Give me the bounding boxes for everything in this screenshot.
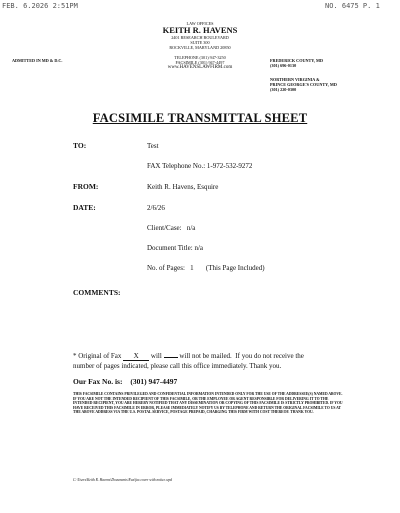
- confidentiality-notice: THIS FACSIMILE CONTAINS PRIVILEGED AND CONFIDENTIAL INFORMATION INTENDED ONLY FOR THE USE OF THE ADDRESSEE(S) NAMED ABOVE. IF YOU ARE NOT THE INTENDED RECIPIENT OF THIS FACSIMILE, OR THE EMPLOYEE OR AGENT RESPONSIBLE FOR DELIVERING IT TO THE INTENDED RECIPIENT, YOU ARE HEREBY NOTIFIED THAT ANY DISSEMINATION OR COPYING OF THIS FACSIMILE IS STRICTLY PROHIBITED. IF YOU HAVE RECEIVED THIS FACSIMILE IN ERROR, PLEASE IMMEDIATELY NOTIFY US BY TELEPHONE AND RETURN THE ORIGINAL FACSIMILE TO US AT THE ABOVE ADDRESS VIA THE U.S. POSTAL SERVICE, POSTAGE PREPAID, CHARGING THIS FIRM WITH COST THEREOF. THANK YOU.: [73, 392, 343, 415]
- letterhead: [150, 21, 250, 70]
- date-label: DATE:: [73, 203, 96, 212]
- original-notice-will-not: will not be mailed. If you do not receive the: [177, 352, 304, 360]
- firm-name: KEITH R. HAVENS: [162, 25, 238, 35]
- from-value: Keith R. Havens, Esquire: [147, 183, 219, 191]
- frederick-office: [270, 58, 323, 68]
- telephone: TELEPHONE (301) 947-3250: [174, 55, 226, 60]
- frederick-office-line1: FREDERICK COUNTY, MD: [270, 58, 324, 63]
- client-case: Client/Case: n/a: [147, 224, 196, 232]
- nova-office-line3: (301) 220-0300: [270, 87, 297, 92]
- letterhead-line1: LAW OFFICES: [186, 21, 214, 26]
- fax-header-right: NO. 6475 P. 1: [325, 2, 380, 10]
- to-label: TO:: [73, 141, 87, 150]
- original-notice-line1: [73, 351, 304, 361]
- document-title: Document Title: n/a: [147, 244, 203, 252]
- mailed-choice-blank: [164, 351, 178, 358]
- fax-telephone: FAX Telephone No.: 1-972-532-9272: [147, 162, 253, 170]
- nova-office-line2: PRINCE GEORGE'S COUNTY, MD: [270, 82, 337, 87]
- city-address: ROCKVILLE, MARYLAND 20850: [169, 45, 231, 50]
- page-title: FACSIMILE TRANSMITTAL SHEET: [92, 111, 308, 125]
- date-value: 2/6/26: [147, 204, 165, 212]
- comments-label: COMMENTS:: [73, 288, 121, 297]
- our-fax-label: Our Fax No. is:: [73, 377, 123, 386]
- to-value: Test: [147, 142, 159, 150]
- website: www.HAVENSLAWFIRM.com: [167, 65, 233, 70]
- number-of-pages: No. of Pages: 1 (This Page Included): [147, 264, 265, 272]
- suite: SUITE 300: [190, 40, 210, 45]
- mailed-choice-x: X: [123, 353, 149, 361]
- frederick-office-line2: (301) 696-0130: [270, 63, 297, 68]
- admitted-note: ADMITTED IN MD & D.C.: [12, 58, 63, 63]
- nova-office: [270, 77, 337, 92]
- original-notice-will: will: [149, 352, 164, 360]
- nova-office-line1: NORTHERN VIRGINIA &: [270, 77, 320, 82]
- original-notice-prefix: * Original of Fax: [73, 352, 124, 360]
- from-label: FROM:: [73, 182, 99, 191]
- street-address: 2401 RESEARCH BOULEVARD: [171, 35, 229, 40]
- fax-header-left: FEB. 6.2026 2:51PM: [2, 2, 78, 10]
- our-fax-value: (301) 947-4497: [130, 377, 178, 386]
- original-notice-line2: number of pages indicated, please call this office immediately. Thank you.: [73, 362, 282, 370]
- our-fax-number: [73, 377, 177, 386]
- facsimile: FACSIMILE (301) 947-4497: [175, 60, 225, 65]
- file-path: C:\Users\Keith R. Havens\Documents\Fax\fax cover with notice.wpd: [73, 478, 173, 482]
